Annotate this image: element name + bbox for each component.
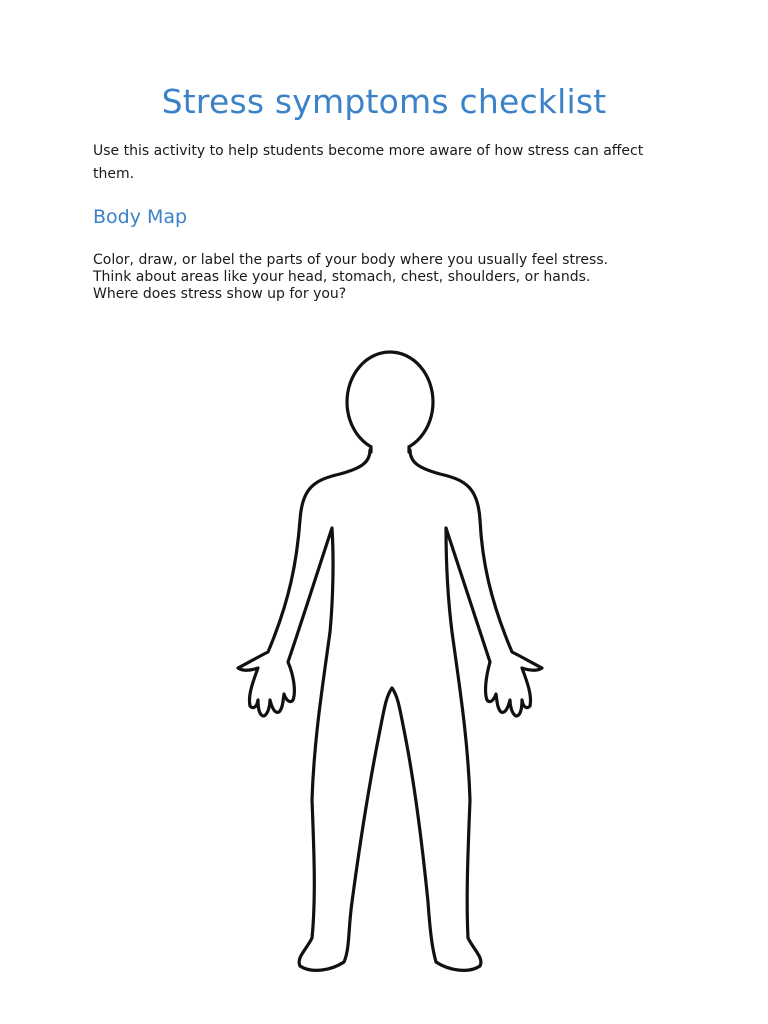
head-outline (347, 352, 433, 452)
instruction-line: Think about areas like your head, stomach, chest, shoulders, or hands. (93, 269, 591, 285)
human-body-outline-icon (230, 345, 550, 985)
intro-text: Use this activity to help students become more aware of how stress can affect them. (93, 143, 644, 182)
body-outline (238, 450, 542, 970)
section-heading-body-map: Body Map (93, 206, 188, 228)
instructions-text (93, 252, 693, 303)
instruction-line: Color, draw, or label the parts of your body where you usually feel stress. (93, 252, 609, 268)
page-title: Stress symptoms checklist (161, 82, 607, 121)
instruction-line: Where does stress show up for you? (93, 286, 347, 302)
